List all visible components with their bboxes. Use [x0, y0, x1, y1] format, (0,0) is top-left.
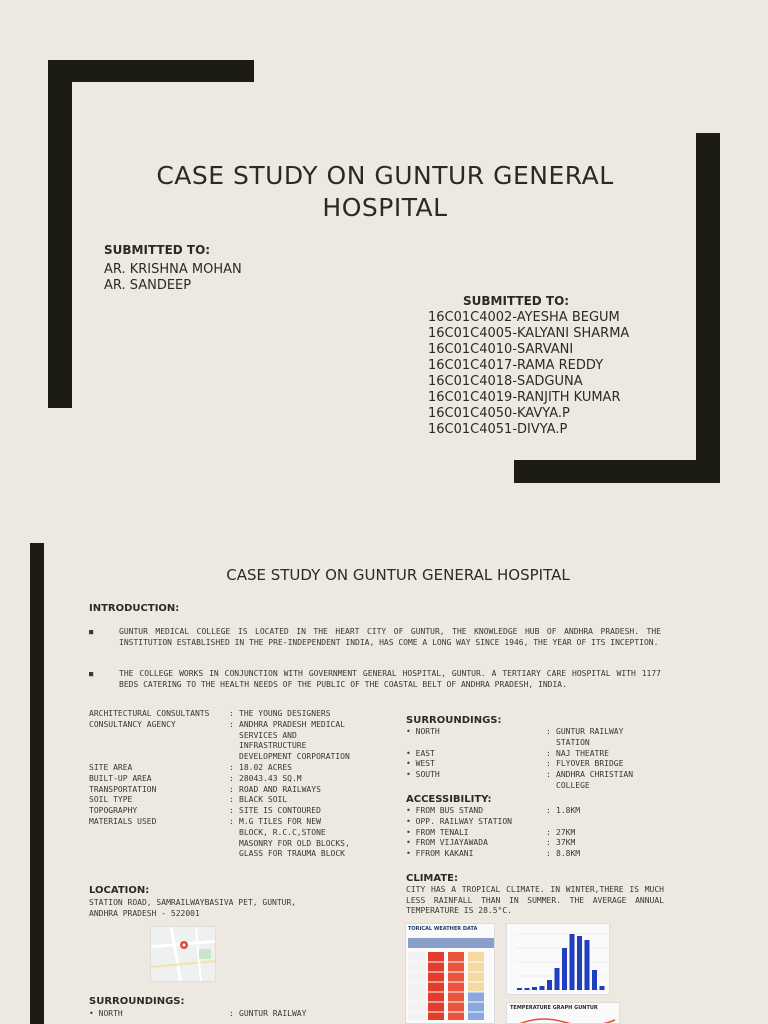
submitted-to-heading: SUBMITTED TO: [104, 243, 211, 257]
surroundings-heading: SURROUNDINGS: [406, 715, 502, 726]
rainfall-bar [570, 934, 575, 990]
table-row: TRANSPORTATION : ROAD AND RAILWAYS [89, 784, 321, 794]
frame-bar-bottom-right [514, 460, 720, 483]
table-row: MATERIALS USED : M.G TILES FOR NEW BLOCK, R.C.C,STONE MASONRY FOR OLD BLOCKS, GLASS FOR TRAUMA BLOCK [89, 816, 350, 859]
table-row: • FROM TENALI : 27KM [406, 827, 576, 837]
location-text: STATION ROAD, SAMRAILWAYBASIVA PET, GUNTUR, ANDHRA PRADESH - 522001 [89, 898, 297, 918]
rainfall-chart-image [506, 923, 610, 995]
rainfall-bar [555, 968, 560, 990]
table-row: • OPP. RAILWAY STATION [406, 816, 512, 826]
list-item: 16C01C4017-RAMA REDDY [428, 358, 604, 373]
table-row: • SOUTH : ANDHRA CHRISTIAN COLLEGE [406, 770, 634, 790]
weather-image-title: TORICAL WEATHER DATA [408, 926, 478, 932]
list-item: 16C01C4018-SADGUNA [428, 374, 583, 389]
surroundings-table-lower [89, 1009, 351, 1020]
location-map-image [150, 926, 216, 982]
surroundings-table [406, 727, 656, 792]
rainfall-bar [547, 980, 552, 990]
list-item: 16C01C4051-DIVYA.P [428, 422, 568, 437]
table-row: SITE AREA : 18.02 ACRES [89, 762, 292, 772]
list-item: 16C01C4002-AYESHA BEGUM [428, 310, 620, 325]
rainfall-bar [585, 940, 590, 990]
rainfall-bar [525, 988, 530, 990]
rainfall-bar [562, 948, 567, 990]
list-item: 16C01C4019-RANJITH KUMAR [428, 390, 621, 405]
list-item: 16C01C4005-KALYANI SHARMA [428, 326, 630, 341]
intro-paragraph-1: GUNTUR MEDICAL COLLEGE IS LOCATED IN THE HEART CITY OF GUNTUR, THE KNOWLEDGE HUB OF ANDHRA PRADESH. THE INSTITUTION ESTABLISHED IN THE PRE-INDEPENDENT INDIA, HAS COME A LONG WAY SINCE 1946, THE YEAR OF ITS INCEPTION. [119, 627, 661, 647]
table-row: ARCHITECTURAL CONSULTANTS : THE YOUNG DESIGNERS [89, 709, 331, 718]
rainfall-bar [600, 986, 605, 990]
submitted-by-list [428, 310, 629, 438]
table-row: CONSULTANCY AGENCY : ANDHRA PRADESH MEDICAL SERVICES AND INFRASTRUCTURE DEVELOPMENT CORPORATION [89, 719, 350, 762]
list-item: 16C01C4010-SARVANI [428, 342, 574, 357]
location-heading: LOCATION: [89, 885, 150, 896]
frame-bar-right [696, 133, 720, 483]
bullet-icon: ■ [89, 670, 94, 678]
surroundings-heading-lower: SURROUNDINGS: [89, 996, 185, 1007]
accessibility-heading: ACCESSIBILITY: [406, 794, 492, 805]
table-row: • FROM BUS STAND : 1.8KM [406, 806, 581, 815]
rainfall-bar [532, 987, 537, 990]
submitted-by-heading: SUBMITTED TO: [463, 294, 570, 308]
temperature-graph-title: TEMPERATURE GRAPH GUNTUR [510, 1005, 598, 1011]
table-row: • NORTH : GUNTUR RAILWAY [89, 1009, 307, 1018]
table-row: • NORTH : GUNTUR RAILWAY STATION [406, 727, 624, 747]
intro-heading: INTRODUCTION: [89, 603, 180, 614]
table-row: • EAST : NAJ THEATRE [406, 748, 609, 758]
slide1-title: CASE STUDY ON GUNTUR GENERAL HOSPITAL [156, 161, 614, 222]
temperature-graph-image [506, 1002, 620, 1024]
intro-paragraph-2: THE COLLEGE WORKS IN CONJUNCTION WITH GOVERNMENT GENERAL HOSPITAL, GUNTUR. A TERTIARY CARE HOSPITAL WITH 1177 BEDS CATERING TO THE HEALTH NEEDS OF THE PUBLIC OF THE COASTAL BELT OF ANDHRA PRADESH, INDIA. [119, 669, 661, 689]
details-table [89, 709, 351, 860]
table-row: BUILT-UP AREA : 28043.43 SQ.M [89, 773, 302, 783]
slide2-title: CASE STUDY ON GUNTUR GENERAL HOSPITAL [226, 566, 570, 584]
table-row: SOIL TYPE : BLACK SOIL [89, 795, 288, 805]
rainfall-bar [540, 986, 545, 990]
frame-bar-top-left [48, 60, 254, 82]
accessibility-table [406, 806, 656, 860]
submitted-to-list [104, 262, 242, 294]
slide2-left-bar [30, 543, 44, 1024]
weather-data-image [405, 923, 495, 1024]
bullet-icon: ■ [89, 628, 94, 636]
table-row: TOPOGRAPHY : SITE IS CONTOURED [89, 806, 321, 816]
rainfall-bar [577, 936, 582, 990]
climate-text: CITY HAS A TROPICAL CLIMATE. IN WINTER,THERE IS MUCH LESS RAINFALL THAN IN SUMMER. THE AVERAGE ANNUAL TEMPERATURE IS 28.5°C. [406, 885, 664, 915]
rainfall-bar [517, 988, 522, 990]
table-row: • WEST : FLYOVER BRIDGE [406, 759, 624, 769]
list-item: AR. SANDEEP [104, 278, 192, 293]
table-row: • FROM VIJAYAWADA : 37KM [406, 838, 576, 848]
list-item: AR. KRISHNA MOHAN [104, 262, 242, 277]
climate-heading: CLIMATE: [406, 873, 458, 884]
list-item: 16C01C4050-KAVYA.P [428, 406, 570, 421]
table-row: • FFROM KAKANI : 8.8KM [406, 849, 581, 859]
rainfall-bar [592, 970, 597, 990]
frame-bar-left [48, 60, 72, 408]
